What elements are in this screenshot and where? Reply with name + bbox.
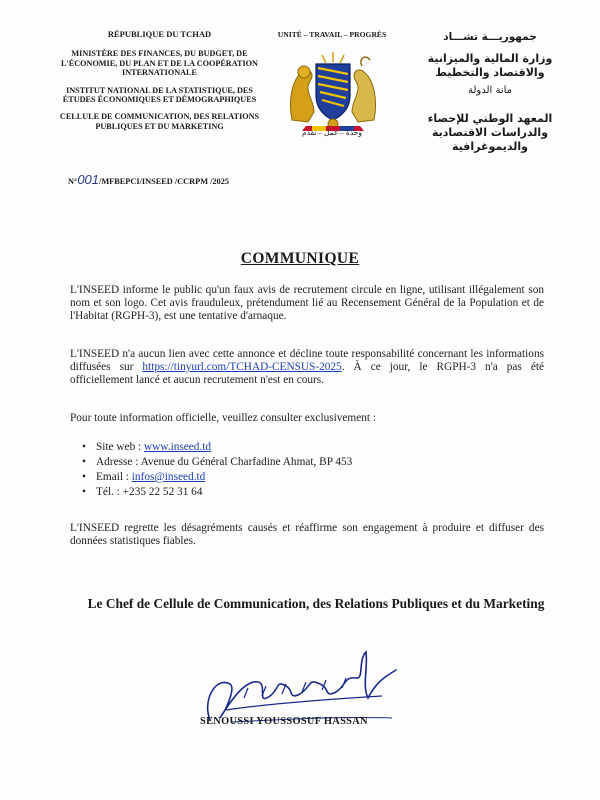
contact-label: Adresse :	[96, 456, 141, 468]
paragraph-warning: L'INSEED informe le public qu'un faux avis de recrutement circule en ligne, utilisant illégalement son nom et son logo. Cet avis frauduleux, prétendument lié au Recensement Général de la Population et de l'Habitat (RGPH-3), est une tentative d'arnaque.	[70, 284, 544, 322]
secretariat-arabic: مانة الدولة	[467, 85, 513, 96]
reference-code: /MFBEPCI/INSEED /CCRPM /2025	[99, 177, 230, 186]
header-right-arabic	[404, 30, 576, 154]
email-link[interactable]: infos@inseed.td	[131, 471, 206, 483]
contact-label: Site web :	[96, 441, 145, 453]
republic-name: RÉPUBLIQUE DU TCHAD	[107, 29, 212, 39]
contact-address	[82, 455, 352, 470]
contact-label: Email :	[96, 471, 132, 483]
reference-number	[68, 172, 229, 187]
address-value: Avenue du Général Charfadine Ahmat, BP 453	[140, 456, 353, 468]
contact-phone	[82, 485, 352, 500]
paragraph-closing: L'INSEED regrette les désagréments causés et réaffirme son engagement à produire et diffuser des données statistiques fiables.	[70, 522, 544, 547]
contact-email	[82, 470, 352, 485]
motto-arabic: وحدة – عمل – تقدم	[301, 128, 363, 137]
reference-prefix: N°	[68, 177, 78, 186]
ministry-name-arabic: وزارة المالية والميزانية والاقتصاد والتخطيط	[427, 52, 553, 79]
signer-name: SENOUSSI YOUSSOSUF HASSAN	[200, 716, 368, 727]
paragraph-disclaimer	[70, 348, 544, 387]
document-title: COMMUNIQUE	[240, 250, 360, 267]
institute-name-arabic: المعهد الوطني للإحصاء والدراسات الاقتصادية والديموغرافية	[427, 112, 553, 153]
institute-name: INSTITUT NATIONAL DE LA STATISTIQUE, DES ÉTUDES ÉCONOMIQUES ET DÉMOGRAPHIQUES	[62, 85, 257, 105]
disclaimer-text-start: L'INSEED n'a aucun lien avec cette annonce et décline toute responsabilité concernant les informations diffusées sur	[70, 348, 544, 373]
signer-title: Le Chef de Cellule de Communication, des Relations Publiques et du Marketing	[87, 596, 545, 611]
header-left	[52, 30, 267, 139]
contact-website	[82, 440, 352, 455]
fraudulent-link[interactable]: https://tinyurl.com/TCHAD-CENSUS-2025	[142, 361, 342, 373]
website-link[interactable]: www.inseed.td	[144, 441, 212, 453]
ministry-name: MINISTÈRE DES FINANCES, DU BUDGET, DE L'ÉCONOMIE, DU PLAN ET DE LA COOPÉRATION INTERNATIONALE	[61, 49, 258, 78]
contact-label: Tél. :	[96, 486, 123, 498]
national-motto: UNITÉ – TRAVAIL – PROGRÈS	[277, 30, 387, 39]
reference-handwritten-number: 001	[77, 172, 100, 187]
paragraph-official-info: Pour toute information officielle, veuillez consulter exclusivement :	[70, 412, 376, 424]
cell-name: CELLULE DE COMMUNICATION, DES RELATIONS PUBLIQUES ET DU MARKETING	[59, 112, 260, 131]
republic-name-arabic: جمهوريـــة تشـــاد	[443, 31, 537, 43]
phone-value: +235 22 52 31 64	[122, 486, 203, 498]
disclaimer-text-end: . À ce jour, le RGPH-3 n'a pas été officiellement lancé et aucun recrutement n'est en cours.	[70, 361, 545, 386]
contact-list	[82, 440, 352, 500]
coat-of-arms-emblem	[278, 50, 388, 132]
